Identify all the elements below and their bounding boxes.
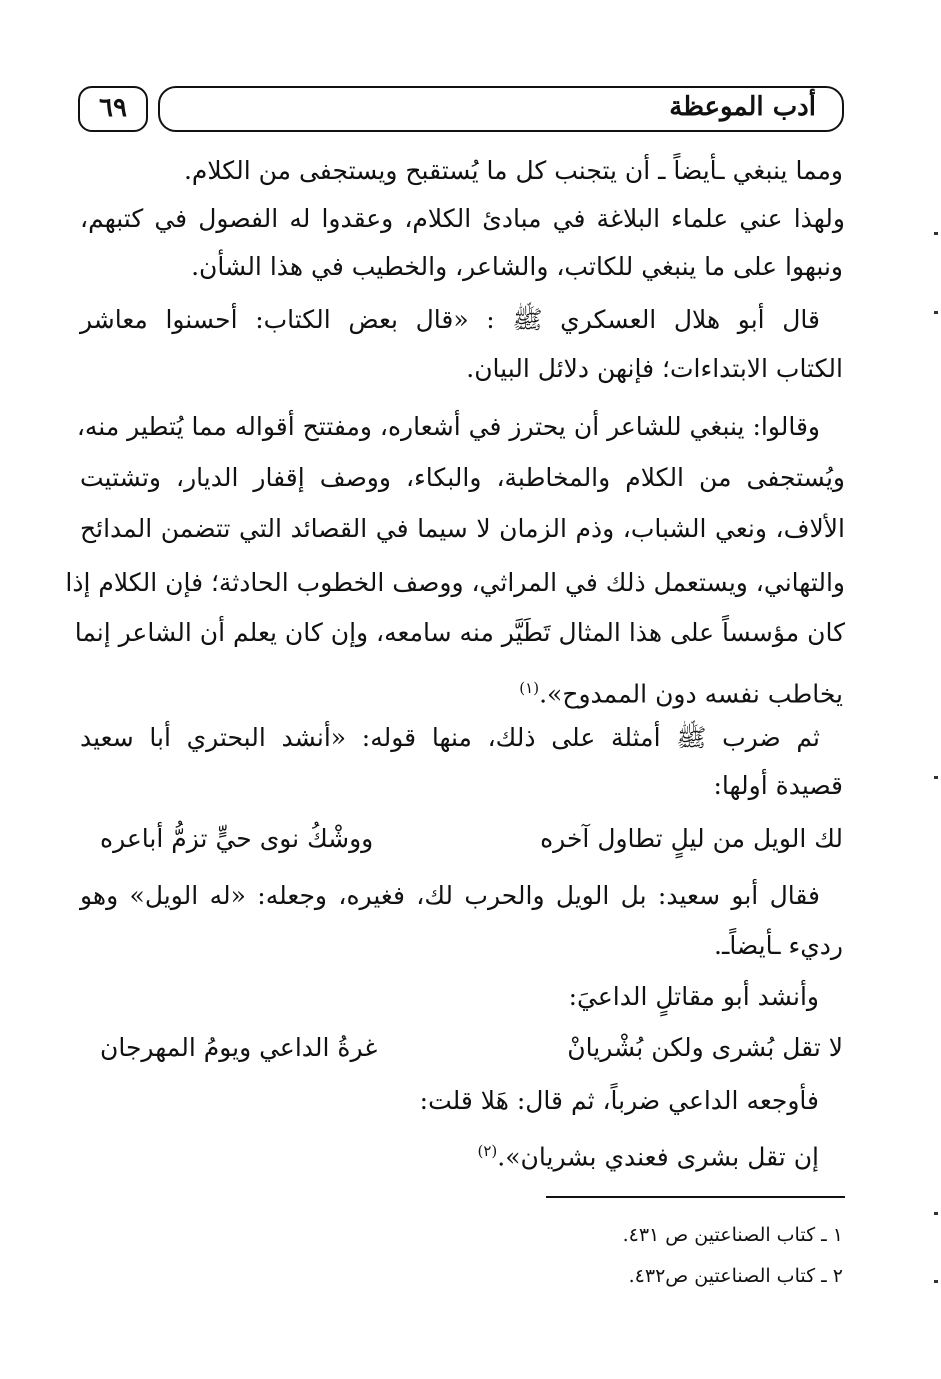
body-line-text: يخاطب نفسه دون الممدوح».: [539, 679, 843, 709]
page-number-box: [78, 86, 148, 132]
running-header-title: أدب الموعظة: [669, 92, 816, 122]
footnote-ref-2: (٢): [477, 1142, 498, 1160]
scan-mark: [934, 311, 938, 314]
verse-1-second-hemistich: ووشْكُ نوى حيٍّ تزمُّ أباعره: [100, 824, 374, 853]
body-line: قصيدة أولها:: [713, 771, 843, 800]
body-line: والتهاني، ويستعمل ذلك في المراثي، ووصف الخطوب الحادثة؛ فإن الكلام إذا: [65, 568, 845, 597]
scan-mark: [934, 1280, 938, 1283]
body-line: ثم ضرب ﷺ أمثلة على ذلك، منها قوله: «أنشد البحتري أبا سعيد: [80, 723, 820, 752]
body-line: [477, 1133, 819, 1175]
body-line-text: إن تقل بشرى فعندي بشريان».: [497, 1142, 819, 1172]
footnote-2: ٢ ـ كتاب الصناعتين ص٤٣٢.: [628, 1265, 843, 1287]
body-line: فقال أبو سعيد: بل الويل والحرب لك، فغيره، وجعله: «له الويل» وهو: [80, 881, 820, 910]
body-line: فأوجعه الداعي ضرباً، ثم قال: هَلا قلت:: [419, 1086, 819, 1115]
body-line: ويُستجفى من الكلام والمخاطبة، والبكاء، ووصف إقفار الديار، وتشتيت: [80, 463, 845, 492]
body-line: الألاف، ونعي الشباب، وذم الزمان لا سيما في القصائد التي تتضمن المدائح: [80, 514, 845, 543]
footnote-ref-1: (١): [519, 679, 540, 697]
body-line: ولهذا عني علماء البلاغة في مبادئ الكلام، وعقدوا له الفصول في كتبهم،: [80, 204, 845, 233]
verse-2-second-hemistich: غرةُ الداعي ويومُ المهرجان: [100, 1033, 378, 1062]
body-line: الكتاب الابتداءات؛ فإنهن دلائل البيان.: [466, 354, 843, 383]
verse-1-first-hemistich: لك الويل من ليلٍ تطاول آخره: [540, 824, 843, 853]
body-line: وقالوا: ينبغي للشاعر أن يحترز في أشعاره، ومفتتح أقواله مما يُتطير منه،: [76, 412, 820, 441]
scan-mark: [934, 1212, 938, 1215]
running-header-title-box: [158, 86, 844, 132]
scan-mark: [934, 776, 938, 779]
footnote-1: ١ ـ كتاب الصناعتين ص ٤٣١.: [622, 1224, 843, 1246]
body-line: قال أبو هلال العسكري ﷺ : «قال بعض الكتاب: أحسنوا معاشر: [80, 305, 820, 334]
verse-2-first-hemistich: لا تقل بُشرى ولكن بُشْريانْ: [567, 1033, 843, 1062]
page-number: ٦٩: [99, 93, 127, 123]
scan-mark: [934, 232, 938, 235]
body-line: ونبهوا على ما ينبغي للكاتب، والشاعر، والخطيب في هذا الشأن.: [191, 252, 843, 281]
body-line: رديء ـأيضاًـ.: [714, 931, 843, 960]
body-line: وأنشد أبو مقاتلٍ الداعيَ:: [568, 982, 819, 1011]
body-line: [519, 670, 843, 712]
footnote-separator: [546, 1196, 845, 1198]
body-line: كان مؤسساً على هذا المثال تَطَيَّر منه سامعه، وإن كان يعلم أن الشاعر إنما: [74, 618, 845, 647]
body-line: ومما ينبغي ـأيضاً ـ أن يتجنب كل ما يُستقبح ويستجفى من الكلام.: [183, 156, 843, 185]
